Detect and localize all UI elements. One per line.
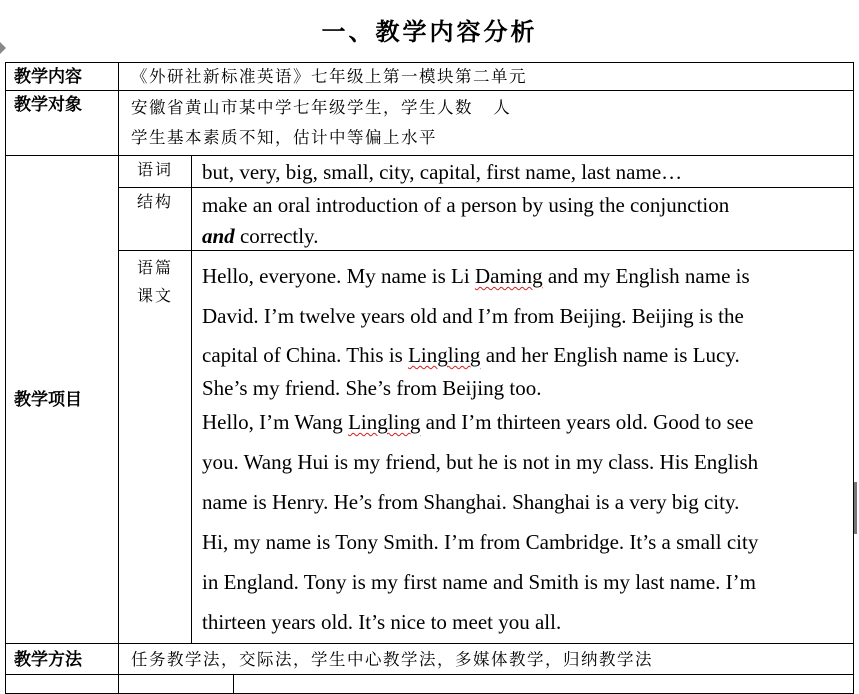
audience-value-cell (118, 90, 854, 156)
text-line-6: you. Wang Hui is my friend, but he is not in my class. His English (202, 450, 759, 474)
page-title: 一、教学内容分析 (321, 18, 538, 46)
structure-text: make an oral introduction of a person by using the conjunction (202, 193, 730, 217)
text-line-4: She’s my friend. She’s from Beijing too. (202, 376, 542, 400)
items-label: 教学项目 (14, 389, 82, 410)
spelling-flag-lingling: Lingling (408, 343, 481, 367)
text-value-cell (191, 250, 854, 644)
text-line-7: name is Henry. He’s from Shanghai. Shanghai is a very big city. (202, 490, 740, 514)
structure-text-line-1 (202, 190, 843, 221)
audience-label-cell (5, 90, 119, 156)
spelling-flag-daming: Daming (474, 264, 543, 288)
next-row-label-cell (5, 674, 119, 694)
scrollbar-thumb[interactable] (854, 482, 857, 534)
audience-label: 教学对象 (14, 95, 82, 115)
text-line-10: thirteen years old. It’s nice to meet you all. (202, 610, 562, 634)
text-line-5: Hello, I’m Wang Lingling and I’m thirteen years old. Good to see (202, 410, 754, 434)
structure-text-end: correctly. (234, 224, 319, 248)
text-label-cell (118, 250, 192, 644)
structure-text-line-2 (202, 221, 843, 251)
methods-label: 教学方法 (14, 650, 82, 670)
content-value-cell (118, 62, 854, 91)
content-label-cell (5, 62, 119, 91)
text-line-1: Hello, everyone. My name is Li Daming and my English name is (202, 264, 750, 288)
methods-value-cell (118, 643, 854, 675)
methods-label-cell (5, 643, 119, 675)
text-line-8: Hi, my name is Tony Smith. I’m from Cambridge. It’s a small city (202, 530, 759, 554)
spelling-flag-lingling-2: Lingling (348, 410, 421, 434)
text-label-1: 语篇 (136, 258, 173, 277)
vocab-label: 语词 (136, 160, 173, 179)
structure-label: 结构 (136, 192, 173, 211)
audience-line-1: 安徽省黄山市某中学七年级学生，学生人数 人 (131, 98, 512, 117)
text-line-3: capital of China. This is Lingling and her English name is Lucy. (202, 343, 740, 367)
structure-conjunction: and (202, 224, 235, 248)
vocab-value-cell (191, 155, 854, 188)
collapse-marker-icon (0, 42, 6, 54)
text-label-2: 课文 (136, 286, 173, 305)
text-line-9: in England. Tony is my first name and Smith is my last name. I’m (202, 570, 756, 594)
vocab-label-cell (118, 155, 192, 188)
content-label: 教学内容 (14, 67, 82, 87)
items-label-cell (5, 155, 119, 644)
next-row-sub-cell (118, 674, 234, 694)
content-value: 《外研社新标准英语》七年级上第一模块第二单元 (131, 67, 527, 86)
vocab-value: but, very, big, small, city, capital, first name, last name… (202, 160, 683, 184)
structure-label-cell (118, 187, 192, 251)
text-line-2: David. I’m twelve years old and I’m from Beijing. Beijing is the (202, 304, 744, 328)
methods-value: 任务教学法，交际法，学生中心教学法，多媒体教学，归纳教学法 (131, 650, 653, 669)
audience-line-2: 学生基本素质不知，估计中等偏上水平 (131, 128, 437, 147)
structure-value-cell (191, 187, 854, 251)
next-row-value-cell (233, 674, 854, 694)
